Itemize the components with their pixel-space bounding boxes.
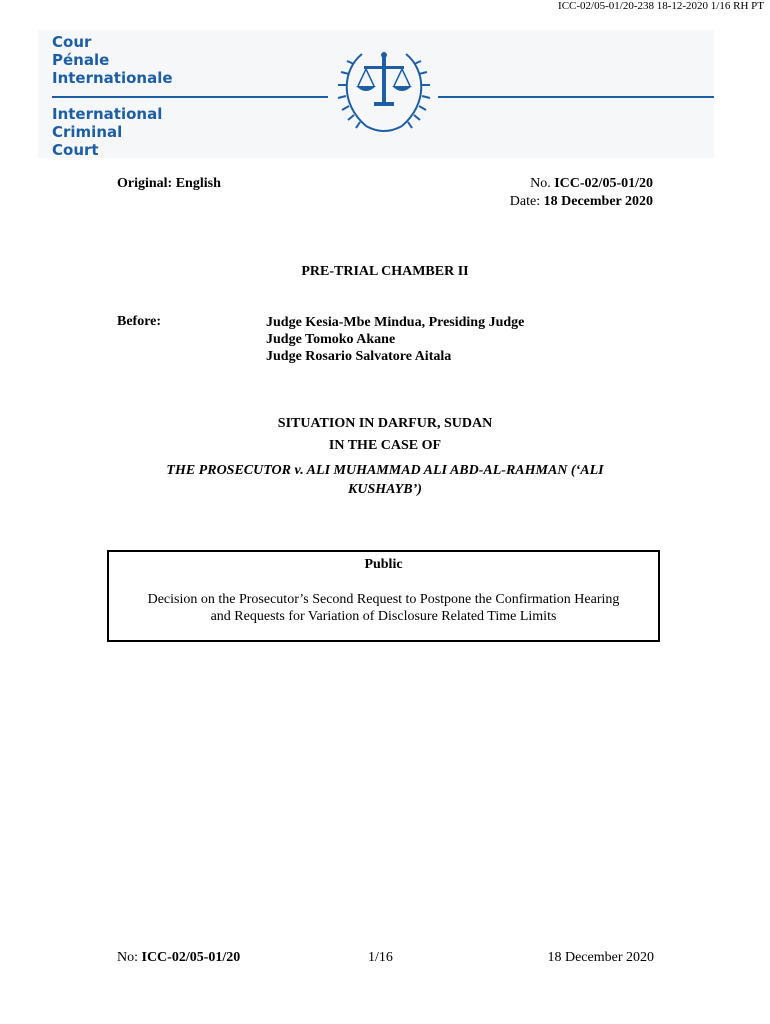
- logo-english-name: [52, 105, 162, 159]
- logo-en-line-1: International: [52, 105, 163, 123]
- judge-3: Judge Rosario Salvatore Aitala: [266, 349, 452, 364]
- case-of-label: IN THE CASE OF: [328, 438, 442, 453]
- document-date: [510, 194, 653, 210]
- logo-french-name: [52, 33, 173, 87]
- page-number: 1/16: [368, 950, 393, 965]
- footer-date: 18 December 2020: [547, 950, 654, 965]
- case-number-value: ICC-02/05-01/20: [554, 176, 653, 191]
- date-label: Date:: [509, 194, 541, 209]
- footer-no-label: No:: [117, 950, 138, 965]
- case-title-line-1: THE PROSECUTOR v. ALI MUHAMMAD ALI ABD-AL-RAHMAN (‘ALI: [166, 463, 604, 478]
- before-label: Before:: [117, 314, 162, 329]
- judge-1: Judge Kesia-Mbe Mindua, Presiding Judge: [266, 315, 525, 330]
- logo-divider-right: [438, 96, 714, 98]
- logo-divider-left: [52, 96, 328, 98]
- date-value: 18 December 2020: [543, 194, 653, 209]
- case-number: [530, 176, 653, 192]
- document-title-box: [107, 550, 660, 642]
- icc-logo-banner: [38, 30, 714, 158]
- situation-title: SITUATION IN DARFUR, SUDAN: [277, 416, 493, 431]
- logo-en-line-2: Criminal: [52, 123, 123, 141]
- original-language: Original: English: [117, 176, 221, 191]
- logo-en-line-3: Court: [52, 141, 99, 159]
- judge-2: Judge Tomoko Akane: [266, 332, 396, 347]
- judges-list: [266, 314, 524, 365]
- classification-label: Public: [364, 557, 403, 572]
- document-title-line-1: Decision on the Prosecutor’s Second Request to Postpone the Confirmation Hearing: [147, 592, 620, 607]
- footer-no-value: ICC-02/05-01/20: [141, 950, 241, 965]
- document-title-line-2: and Requests for Variation of Disclosure Related Time Limits: [210, 609, 557, 624]
- logo-fr-line-1: Cour: [52, 33, 92, 51]
- logo-fr-line-3: Internationale: [52, 69, 173, 87]
- chamber-title: PRE-TRIAL CHAMBER II: [301, 264, 469, 279]
- footer-case-number: [117, 950, 240, 966]
- scales-of-justice-icon: [332, 42, 436, 138]
- logo-fr-line-2: Pénale: [52, 51, 110, 69]
- case-title-line-2: KUSHAYB’): [348, 482, 422, 497]
- document-stamp: ICC-02/05-01/20-238 18-12-2020 1/16 RH PT: [558, 0, 764, 12]
- document-title: [109, 591, 658, 625]
- case-number-label: No.: [530, 176, 551, 191]
- case-title: [0, 461, 770, 499]
